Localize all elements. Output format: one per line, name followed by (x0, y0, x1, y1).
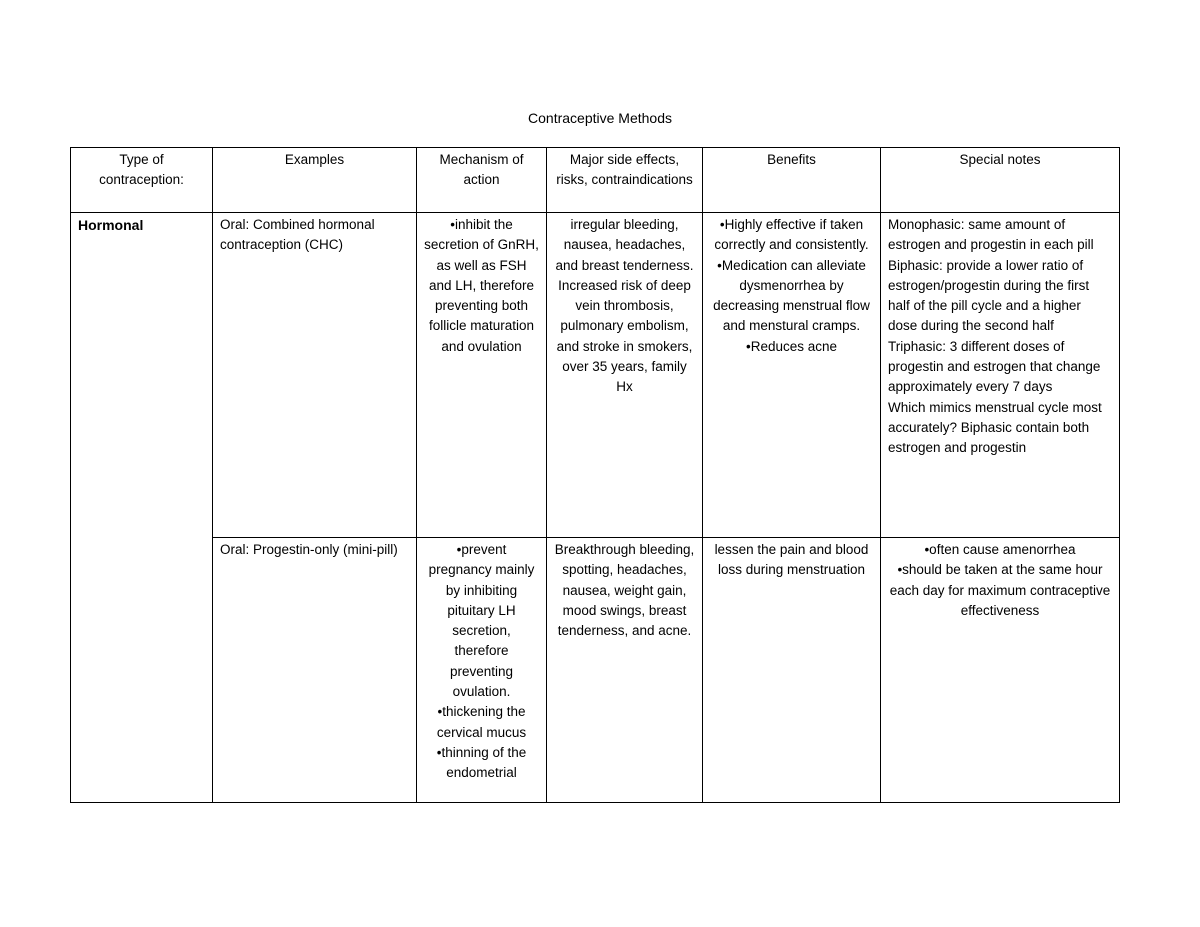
benefit-item: •Reduces acne (745, 338, 838, 354)
header-benefits: Benefits (703, 148, 881, 213)
mechanism-cell (417, 538, 547, 803)
header-mechanism: Mechanism of action (417, 148, 547, 213)
header-row (71, 148, 1120, 213)
table-row (71, 538, 1120, 803)
note-item: Monophasic: same amount of estrogen and progestin in each pill (888, 217, 1094, 253)
benefit-item: •Highly effective if taken correctly and consistently. (714, 217, 869, 253)
document-title: Contraceptive Methods (528, 110, 672, 126)
special-notes-cell (881, 538, 1120, 803)
note-item: Triphasic: 3 different doses of progestin and estrogen that change approximately every 7 days (888, 338, 1101, 395)
side-effects-cell: irregular bleeding, nausea, headaches, and breast tenderness. Increased risk of deep vein thrombosis, pulmonary embolism, and stroke in smokers, over 35 years, family Hx (547, 213, 703, 538)
example-cell: Oral: Progestin-only (mini-pill) (213, 538, 417, 803)
note-item: •should be taken at the same hour each day for maximum contraceptive effectiveness (889, 562, 1111, 618)
note-item: Biphasic: provide a lower ratio of estrogen/progestin during the first half of the pill cycle and a higher dose during the second half (888, 257, 1090, 334)
benefit-item: •Medication can alleviate dysmenorrhea by decreasing menstrual flow and menstural cramps. (713, 257, 870, 334)
benefits-cell: lessen the pain and blood loss during menstruation (703, 538, 881, 803)
header-examples: Examples (213, 148, 417, 213)
mechanism-item: •thinning of the endometrial (436, 744, 527, 781)
note-item: Which mimics menstrual cycle most accurately? Biphasic contain both estrogen and progestin (888, 399, 1102, 456)
header-special-notes: Special notes (881, 148, 1120, 213)
side-effects-cell: Breakthrough bleeding, spotting, headaches, nausea, weight gain, mood swings, breast tenderness, and acne. (547, 538, 703, 803)
benefits-cell (703, 213, 881, 538)
mechanism-cell: •inhibit the secretion of GnRH, as well as FSH and LH, therefore preventing both follicle maturation and ovulation (417, 213, 547, 538)
special-notes-cell (881, 213, 1120, 538)
table-row (71, 213, 1120, 538)
example-cell: Oral: Combined hormonal contraception (CHC) (213, 213, 417, 538)
contraceptive-methods-table (70, 147, 1120, 803)
header-type: Type of contraception: (71, 148, 213, 213)
header-side-effects: Major side effects, risks, contraindications (547, 148, 703, 213)
mechanism-item: •prevent pregnancy mainly by inhibiting pituitary LH secretion, therefore preventing ovulation. (428, 542, 535, 700)
mechanism-item: •thickening the cervical mucus (436, 704, 527, 740)
note-item: •often cause amenorrhea (924, 542, 1076, 557)
type-label: Hormonal (78, 217, 144, 233)
type-cell (71, 213, 213, 803)
